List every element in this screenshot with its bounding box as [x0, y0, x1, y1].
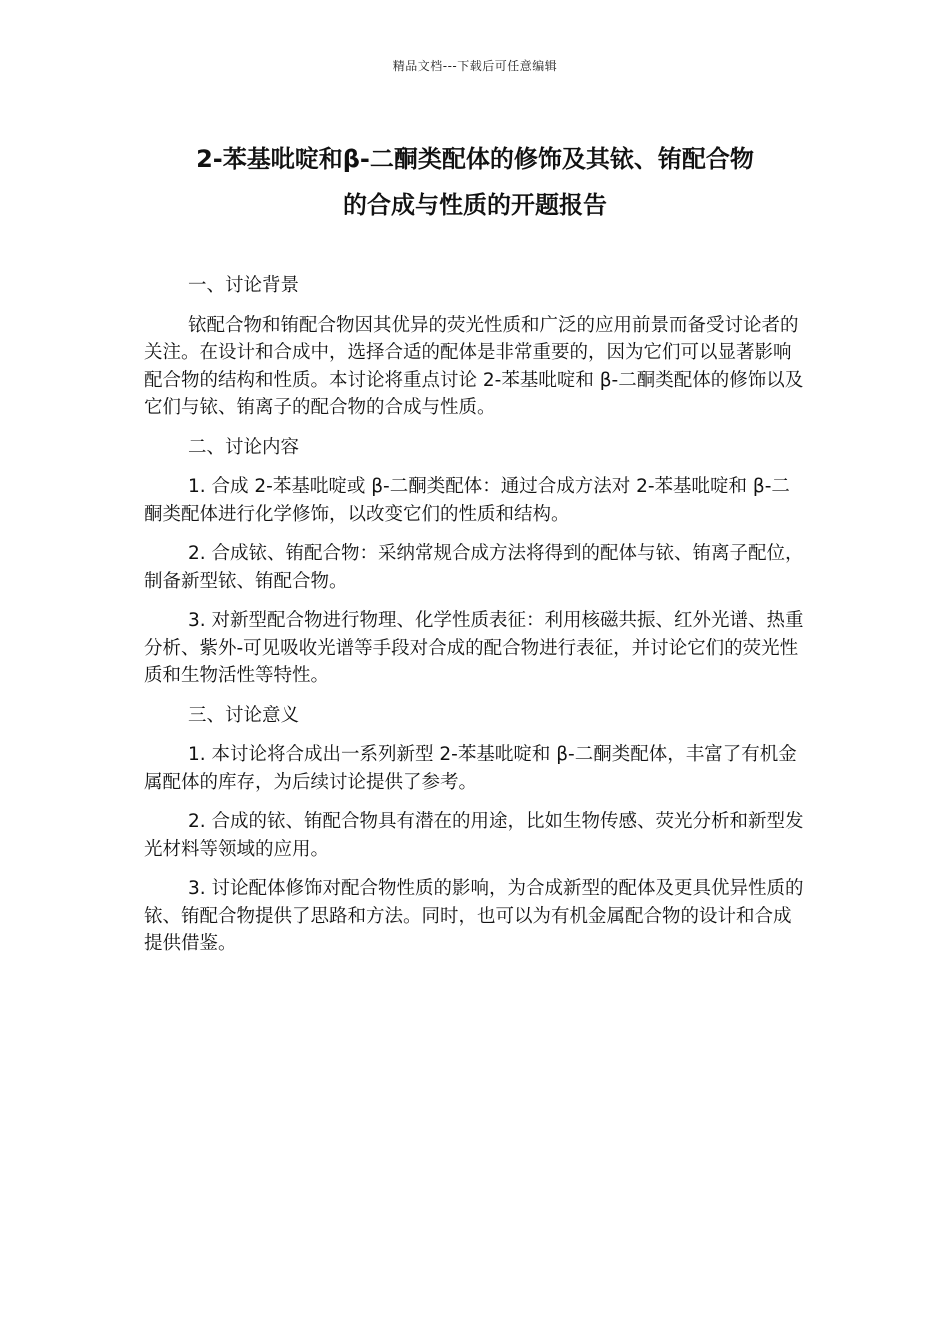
significance-item-1: 1. 本讨论将合成出一系列新型 2-苯基吡啶和 β-二酮类配体，丰富了有机金属配体的库存，为后续讨论提供了参考。 — [144, 744, 797, 793]
section-heading-content: 二、讨论内容 — [188, 436, 300, 458]
document-title — [120, 136, 830, 228]
title-line-2: 的合成与性质的开题报告 — [343, 191, 607, 219]
page-header: 精品文档---下载后可任意编辑 — [392, 59, 558, 73]
significance-item-2: 2. 合成的铱、铕配合物具有潜在的用途，比如生物传感、荧光分析和新型发光材料等领域的应用。 — [144, 811, 804, 860]
document-body — [144, 272, 808, 970]
significance-item-3: 3. 讨论配体修饰对配合物性质的影响，为合成新型的配体及更具优异性质的铱、铕配合物提供了思路和方法。同时，也可以为有机金属配合物的设计和合成提供借鉴。 — [144, 878, 804, 954]
section-heading-significance: 三、讨论意义 — [188, 704, 300, 726]
content-item-1: 1. 合成 2-苯基吡啶或 β-二酮类配体：通过合成方法对 2-苯基吡啶和 β-二酮类配体进行化学修饰，以改变它们的性质和结构。 — [144, 476, 790, 525]
content-item-3: 3. 对新型配合物进行物理、化学性质表征：利用核磁共振、红外光谱、热重分析、紫外-可见吸收光谱等手段对合成的配合物进行表征，并讨论它们的荧光性质和生物活性等特性。 — [144, 610, 804, 686]
content-item-2: 2. 合成铱、铕配合物：采纳常规合成方法将得到的配体与铱、铕离子配位，制备新型铱、铕配合物。 — [144, 543, 804, 592]
background-paragraph: 铱配合物和铕配合物因其优异的荧光性质和广泛的应用前景而备受讨论者的关注。在设计和合成中，选择合适的配体是非常重要的，因为它们可以显著影响配合物的结构和性质。本讨论将重点讨论 2-苯基吡啶和 β-二酮类配体的修饰以及它们与铱、铕离子的配合物的合成与性质。 — [144, 314, 804, 418]
section-heading-background: 一、讨论背景 — [188, 275, 300, 296]
title-line-1: 2-苯基吡啶和β-二酮类配体的修饰及其铱、铕配合物 — [196, 145, 754, 173]
